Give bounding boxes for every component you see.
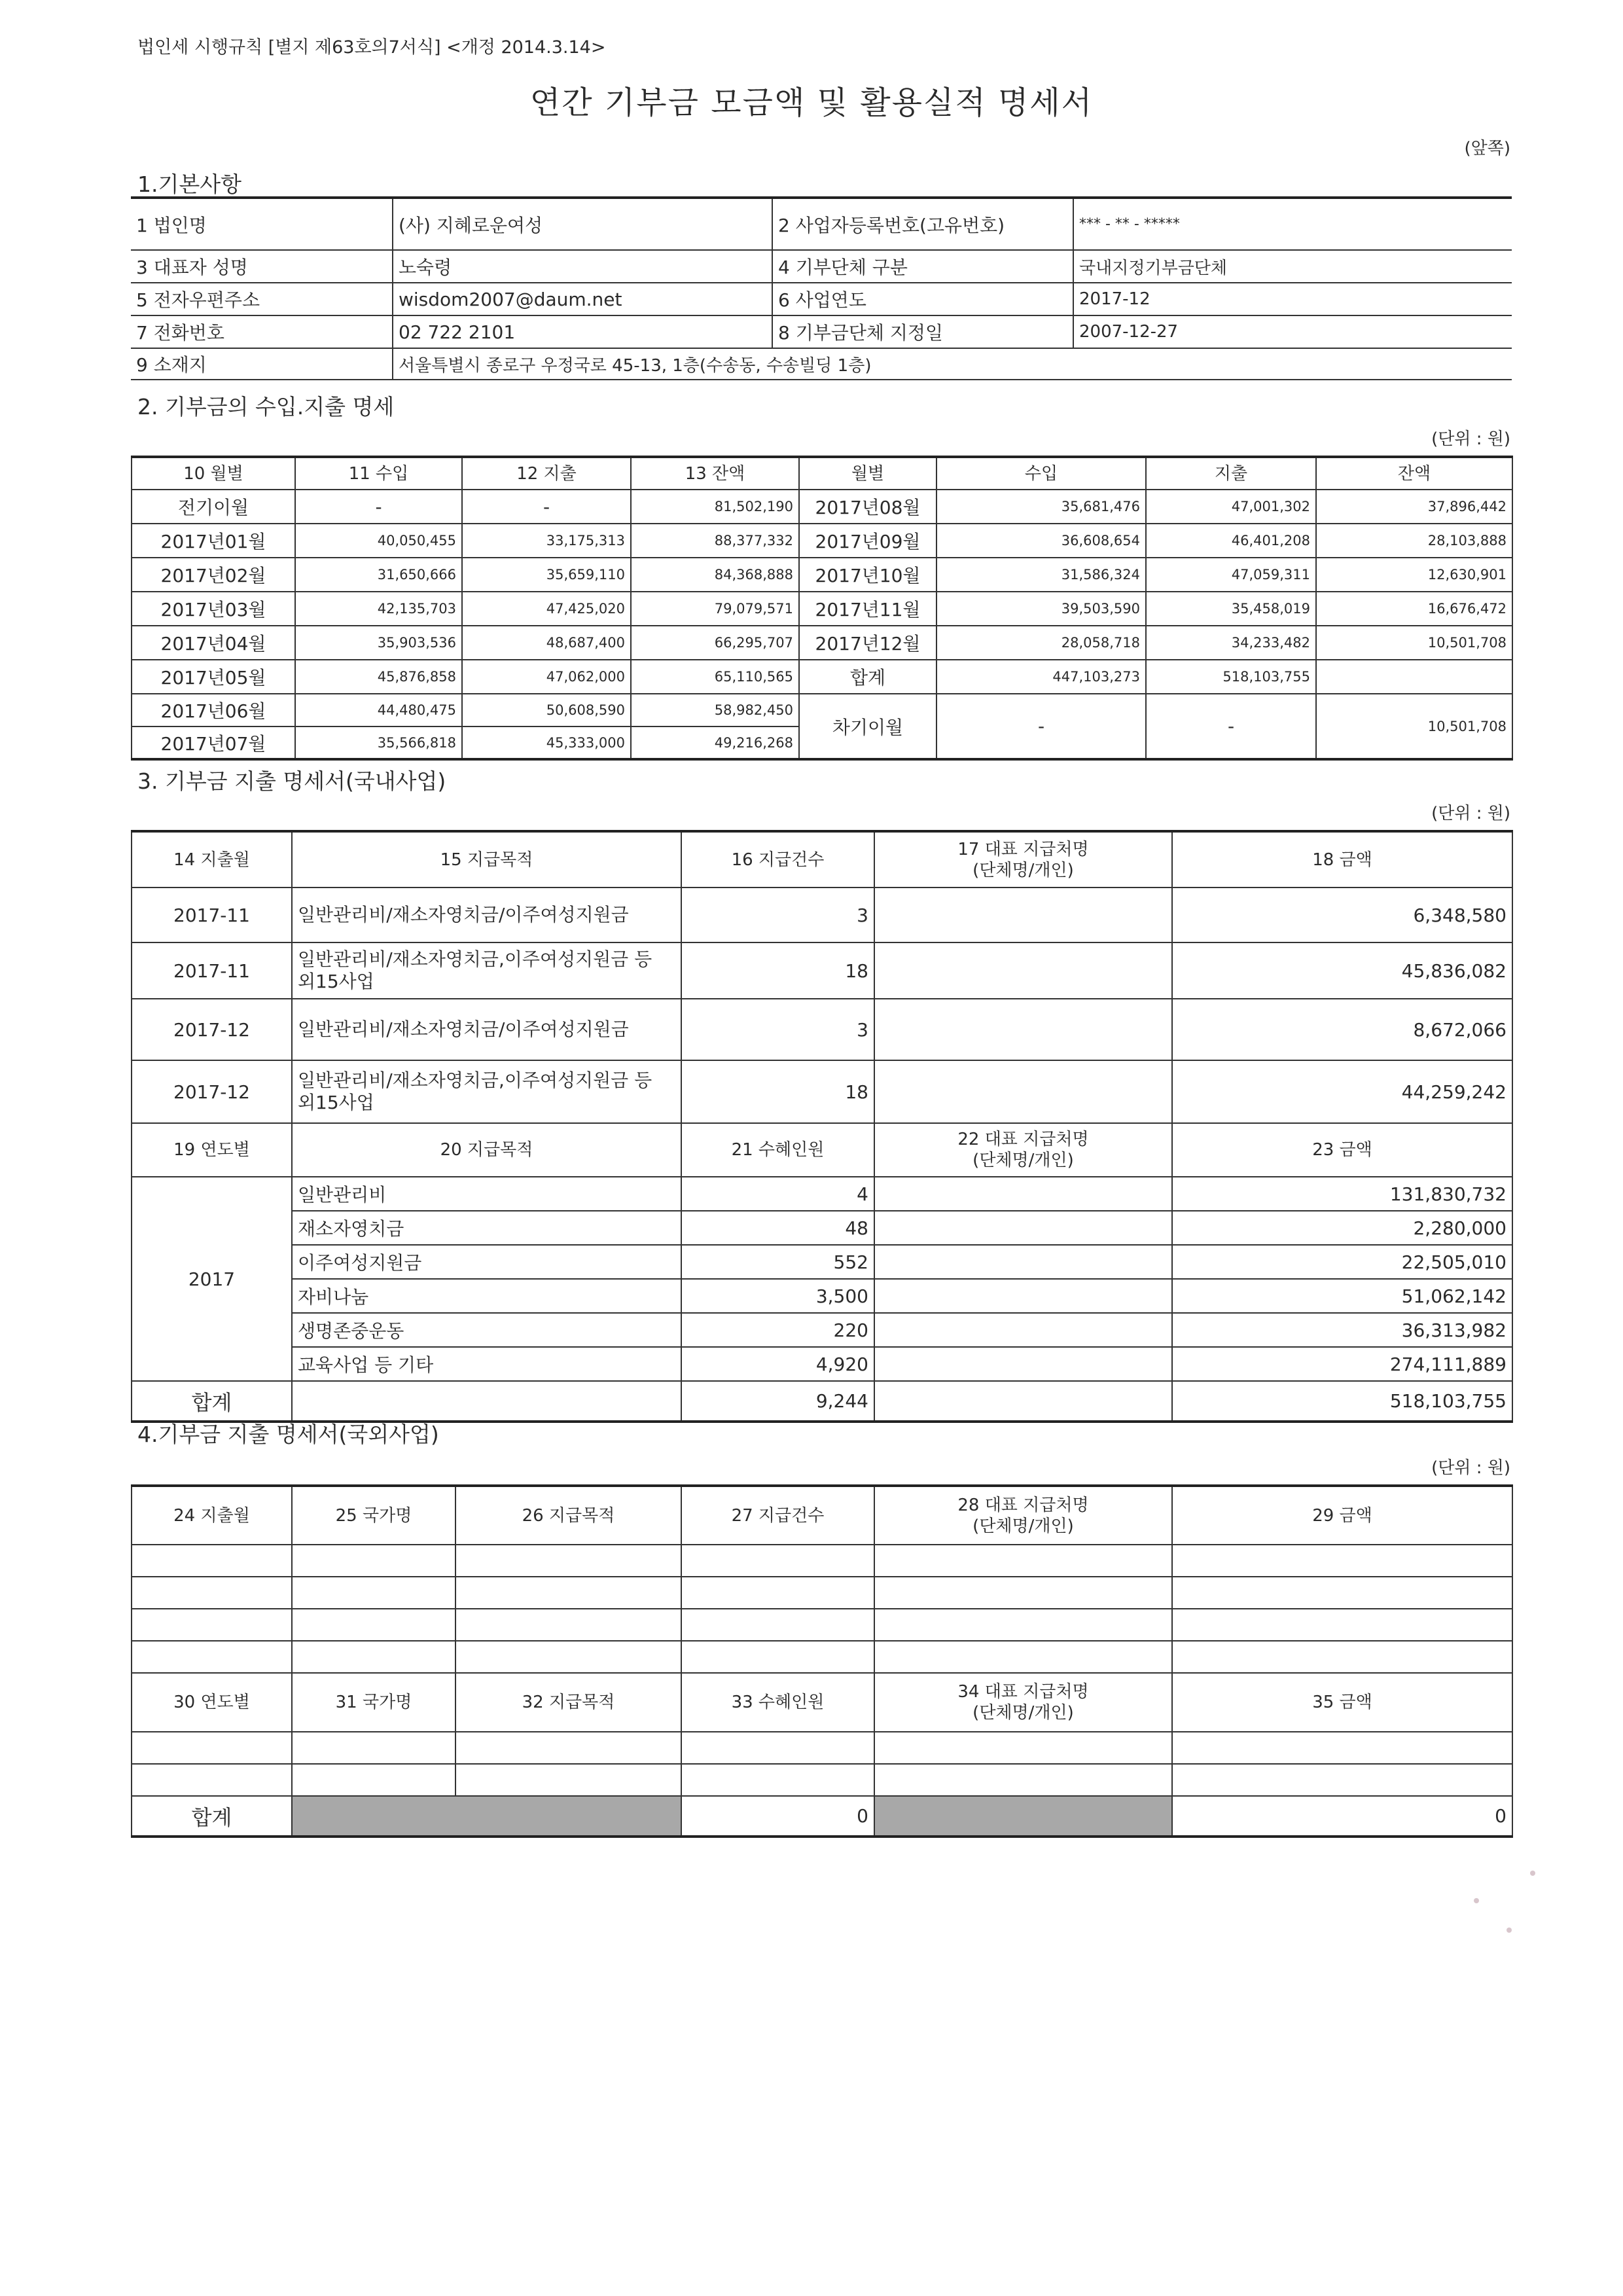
- month-cell: 2017년10월: [799, 558, 936, 592]
- corp-name-value: (사) 지혜로운여성: [393, 198, 772, 250]
- empty-cell: [681, 1732, 874, 1764]
- year-cell: 2017: [132, 1177, 292, 1381]
- empty-cell: [681, 1764, 874, 1796]
- donation-org-type-value: 국내지정기부금단체: [1073, 250, 1512, 283]
- table-row: [132, 524, 1512, 558]
- domestic-expense-table: [131, 830, 1513, 1423]
- section1-title: 1.기본사항: [137, 171, 241, 197]
- col-amount-2: 23 금액: [1172, 1123, 1512, 1177]
- purpose-cell: 자비나눔: [292, 1279, 681, 1313]
- col-payee-2: [874, 1123, 1172, 1177]
- table-row: [132, 1347, 1512, 1381]
- empty-cell: [1172, 1577, 1512, 1609]
- col-year: 19 연도별: [132, 1123, 292, 1177]
- amount-cell: 36,313,982: [1172, 1313, 1512, 1347]
- col-amount: 18 금액: [1172, 831, 1512, 888]
- empty-cell: [874, 1641, 1172, 1673]
- total-row: [132, 1796, 1512, 1837]
- month-cell: 2017년11월: [799, 592, 936, 626]
- beneficiaries-cell: 48: [681, 1211, 874, 1245]
- email-value: wisdom2007@daum.net: [393, 283, 772, 315]
- col-purpose: 26 지급목적: [455, 1486, 681, 1545]
- col-expense-month: 14 지출월: [132, 831, 292, 888]
- balance-cell: 58,982,450: [631, 694, 799, 726]
- scan-speck: [1474, 1898, 1479, 1903]
- empty-row: [132, 1545, 1512, 1577]
- empty-cell: [681, 1545, 874, 1577]
- month-cell: 2017년09월: [799, 524, 936, 558]
- total-balance: [1316, 660, 1512, 694]
- expense-cell: 47,425,020: [462, 592, 631, 626]
- expense-cell: 45,333,000: [462, 726, 631, 759]
- balance-cell: 12,630,901: [1316, 558, 1512, 592]
- amount-cell: 274,111,889: [1172, 1347, 1512, 1381]
- total-income: 447,103,273: [936, 660, 1146, 694]
- page-title: 연간 기부금 모금액 및 활용실적 명세서: [529, 84, 1094, 121]
- empty-cell: [455, 1764, 681, 1796]
- corp-name-label: 1 법인명: [131, 198, 393, 250]
- col-payee-2-line2: (단체명/개인): [972, 1703, 1074, 1723]
- carry-forward-income: -: [936, 694, 1146, 759]
- col-beneficiaries: 21 수혜인원: [681, 1123, 874, 1177]
- empty-cell: [455, 1577, 681, 1609]
- income-cell: 42,135,703: [295, 592, 462, 626]
- empty-cell: [874, 1732, 1172, 1764]
- total-shaded-cell: [874, 1796, 1172, 1837]
- empty-cell: [874, 1764, 1172, 1796]
- balance-cell: 37,896,442: [1316, 490, 1512, 524]
- empty-cell: [1172, 1609, 1512, 1641]
- designation-date-label: 8 기부금단체 지정일: [772, 315, 1073, 348]
- table-row: [132, 1279, 1512, 1313]
- income-cell: 35,566,818: [295, 726, 462, 759]
- col-payee-2: [874, 1673, 1172, 1732]
- col-count: 27 지급건수: [681, 1486, 874, 1545]
- beneficiaries-cell: 552: [681, 1245, 874, 1279]
- expense-cell: 47,059,311: [1146, 558, 1316, 592]
- empty-cell: [874, 1577, 1172, 1609]
- table-row: [132, 999, 1512, 1060]
- count-cell: 3: [681, 999, 874, 1060]
- table-row: [132, 694, 1512, 726]
- payee-cell: [874, 999, 1172, 1060]
- empty-row: [132, 1609, 1512, 1641]
- amount-cell: 44,259,242: [1172, 1060, 1512, 1123]
- empty-cell: [1172, 1641, 1512, 1673]
- expense-cell: 35,458,019: [1146, 592, 1316, 626]
- front-side-note: (앞쪽): [1464, 139, 1510, 158]
- col-purpose: 15 지급목적: [292, 831, 681, 888]
- scan-speck: [1507, 1928, 1512, 1933]
- address-label: 9 소재지: [131, 348, 393, 380]
- month-cell: 2017년05월: [132, 660, 295, 694]
- expense-month-cell: 2017-12: [132, 1060, 292, 1123]
- total-label: 합계: [132, 1381, 292, 1422]
- domestic-expense-header: [132, 831, 1512, 888]
- col-expense-2: 지출: [1146, 457, 1316, 490]
- table-row: [132, 1245, 1512, 1279]
- col-country: 25 국가명: [292, 1486, 455, 1545]
- balance-cell: 16,676,472: [1316, 592, 1512, 626]
- empty-cell: [455, 1641, 681, 1673]
- empty-cell: [292, 1545, 455, 1577]
- empty-row: [132, 1577, 1512, 1609]
- empty-cell: [292, 1732, 455, 1764]
- basic-info-row: [131, 315, 1512, 348]
- purpose-cell: 교육사업 등 기타: [292, 1347, 681, 1381]
- section3-unit: (단위 : 원): [1431, 804, 1510, 823]
- table-row: [132, 888, 1512, 942]
- income-cell: 31,650,666: [295, 558, 462, 592]
- empty-cell: [1172, 1545, 1512, 1577]
- income-cell: 45,876,858: [295, 660, 462, 694]
- empty-cell: [132, 1641, 292, 1673]
- payee-cell: [874, 1060, 1172, 1123]
- empty-cell: [292, 1641, 455, 1673]
- payee-cell: [874, 1211, 1172, 1245]
- col-month: 10 월별: [132, 457, 295, 490]
- income-cell: 35,903,536: [295, 626, 462, 660]
- address-row: [131, 348, 1512, 380]
- month-cell: 2017년04월: [132, 626, 295, 660]
- col-payee: [874, 831, 1172, 888]
- beneficiaries-cell: 4,920: [681, 1347, 874, 1381]
- income-cell: 36,608,654: [936, 524, 1146, 558]
- col-purpose-2: 32 지급목적: [455, 1673, 681, 1732]
- income-cell: 31,586,324: [936, 558, 1146, 592]
- basic-info-row: [131, 250, 1512, 283]
- col-purpose-2: 20 지급목적: [292, 1123, 681, 1177]
- balance-cell: 66,295,707: [631, 626, 799, 660]
- empty-cell: [681, 1609, 874, 1641]
- total-shaded-cell: [292, 1796, 681, 1837]
- col-month-2: 월별: [799, 457, 936, 490]
- empty-cell: [681, 1641, 874, 1673]
- col-payee-2-line1: 22 대표 지급처명: [957, 1130, 1089, 1149]
- purpose-cell: 재소자영치금: [292, 1211, 681, 1245]
- col-payee-line2: (단체명/개인): [972, 1516, 1074, 1536]
- col-expense-month: 24 지출월: [132, 1486, 292, 1545]
- col-payee-2-line1: 34 대표 지급처명: [957, 1682, 1089, 1702]
- empty-cell: [132, 1764, 292, 1796]
- empty-cell: [1172, 1732, 1512, 1764]
- designation-date-value: 2007-12-27: [1073, 315, 1512, 348]
- expense-month-cell: 2017-11: [132, 942, 292, 999]
- count-cell: 3: [681, 888, 874, 942]
- col-income: 11 수입: [295, 457, 462, 490]
- empty-cell: [874, 1609, 1172, 1641]
- table-row: [132, 592, 1512, 626]
- basic-info-row: [131, 198, 1512, 250]
- section4-title: 4.기부금 지출 명세서(국외사업): [137, 1422, 439, 1447]
- amount-cell: 51,062,142: [1172, 1279, 1512, 1313]
- empty-cell: [132, 1609, 292, 1641]
- col-year: 30 연도별: [132, 1673, 292, 1732]
- expense-cell: 46,401,208: [1146, 524, 1316, 558]
- carry-forward-label: 차기이월: [799, 694, 936, 759]
- expense-month-cell: 2017-12: [132, 999, 292, 1060]
- empty-cell: [1172, 1764, 1512, 1796]
- form-reference-note: 법인세 시행규칙 [별지 제63호의7서식] <개정 2014.3.14>: [137, 37, 606, 58]
- month-cell: 2017년03월: [132, 592, 295, 626]
- col-beneficiaries: 33 수혜인원: [681, 1673, 874, 1732]
- col-payee-line1: 17 대표 지급처명: [957, 839, 1089, 859]
- balance-cell: 28,103,888: [1316, 524, 1512, 558]
- col-balance-2: 잔액: [1316, 457, 1512, 490]
- col-count: 16 지급건수: [681, 831, 874, 888]
- col-payee-line1: 28 대표 지급처명: [957, 1495, 1089, 1515]
- total-label: 합계: [132, 1796, 292, 1837]
- purpose-cell: 일반관리비/재소자영치금,이주여성지원금 등 외15사업: [292, 942, 681, 999]
- table-row: [132, 1177, 1512, 1211]
- purpose-cell: 이주여성지원금: [292, 1245, 681, 1279]
- purpose-cell: 일반관리비/재소자영치금/이주여성지원금: [292, 888, 681, 942]
- empty-cell: [132, 1545, 292, 1577]
- section3-title: 3. 기부금 지출 명세서(국내사업): [137, 768, 446, 794]
- col-balance: 13 잔액: [631, 457, 799, 490]
- month-cell: 2017년06월: [132, 694, 295, 726]
- income-expense-header: [132, 457, 1512, 490]
- payee-cell: [874, 1245, 1172, 1279]
- payee-cell: [874, 888, 1172, 942]
- empty-cell: [132, 1732, 292, 1764]
- section4-unit: (단위 : 원): [1431, 1458, 1510, 1478]
- month-cell: 2017년02월: [132, 558, 295, 592]
- balance-cell: 65,110,565: [631, 660, 799, 694]
- table-row: [132, 660, 1512, 694]
- table-row: [132, 558, 1512, 592]
- purpose-cell: 일반관리비: [292, 1177, 681, 1211]
- table-row: [132, 1211, 1512, 1245]
- carry-forward-expense: -: [1146, 694, 1316, 759]
- empty-cell: [292, 1764, 455, 1796]
- total-label: 합계: [799, 660, 936, 694]
- expense-cell: 35,659,110: [462, 558, 631, 592]
- col-payee: [874, 1486, 1172, 1545]
- expense-cell: 47,001,302: [1146, 490, 1316, 524]
- scan-speck: [1530, 1871, 1535, 1876]
- biz-reg-value: *** - ** - *****: [1073, 198, 1512, 250]
- empty-row: [132, 1641, 1512, 1673]
- empty-row: [132, 1732, 1512, 1764]
- income-cell: 39,503,590: [936, 592, 1146, 626]
- basic-info-table: [131, 196, 1512, 380]
- beneficiaries-cell: 220: [681, 1313, 874, 1347]
- biz-reg-label: 2 사업자등록번호(고유번호): [772, 198, 1073, 250]
- beneficiaries-cell: 4: [681, 1177, 874, 1211]
- purpose-cell: 생명존중운동: [292, 1313, 681, 1347]
- total-count: 0: [681, 1796, 874, 1837]
- payee-cell: [874, 1279, 1172, 1313]
- section2-title: 2. 기부금의 수입.지출 명세: [137, 394, 395, 420]
- balance-cell: 10,501,708: [1316, 626, 1512, 660]
- balance-cell: 84,368,888: [631, 558, 799, 592]
- col-country-2: 31 국가명: [292, 1673, 455, 1732]
- total-purpose-cell: [292, 1381, 681, 1422]
- total-amount: 0: [1172, 1796, 1512, 1837]
- phone-label: 7 전화번호: [131, 315, 393, 348]
- expense-cell: 34,233,482: [1146, 626, 1316, 660]
- fiscal-year-value: 2017-12: [1073, 283, 1512, 315]
- month-cell: 2017년08월: [799, 490, 936, 524]
- month-cell: 2017년12월: [799, 626, 936, 660]
- amount-cell: 8,672,066: [1172, 999, 1512, 1060]
- col-payee-2-line2: (단체명/개인): [972, 1151, 1074, 1170]
- table-row: [132, 626, 1512, 660]
- table-row: [132, 490, 1512, 524]
- empty-cell: [455, 1609, 681, 1641]
- amount-cell: 131,830,732: [1172, 1177, 1512, 1211]
- overseas-expense-table: [131, 1484, 1513, 1838]
- empty-row: [132, 1764, 1512, 1796]
- income-cell: 44,480,475: [295, 694, 462, 726]
- income-expense-table: [131, 456, 1513, 761]
- count-cell: 18: [681, 1060, 874, 1123]
- balance-cell: 79,079,571: [631, 592, 799, 626]
- amount-cell: 2,280,000: [1172, 1211, 1512, 1245]
- table-row: [132, 942, 1512, 999]
- payee-cell: [874, 1313, 1172, 1347]
- col-expense: 12 지출: [462, 457, 631, 490]
- payee-cell: [874, 1177, 1172, 1211]
- income-cell: 40,050,455: [295, 524, 462, 558]
- yearly-header: [132, 1123, 1512, 1177]
- payee-cell: [874, 942, 1172, 999]
- total-amount: 518,103,755: [1172, 1381, 1512, 1422]
- total-payee-cell: [874, 1381, 1172, 1422]
- expense-cell: 33,175,313: [462, 524, 631, 558]
- fiscal-year-label: 6 사업연도: [772, 283, 1073, 315]
- expense-cell: -: [462, 490, 631, 524]
- empty-cell: [292, 1609, 455, 1641]
- ceo-name-label: 3 대표자 성명: [131, 250, 393, 283]
- phone-value: 02 722 2101: [393, 315, 772, 348]
- income-cell: 28,058,718: [936, 626, 1146, 660]
- total-beneficiaries: 9,244: [681, 1381, 874, 1422]
- empty-cell: [455, 1545, 681, 1577]
- income-cell: -: [295, 490, 462, 524]
- amount-cell: 6,348,580: [1172, 888, 1512, 942]
- col-amount-2: 35 금액: [1172, 1673, 1512, 1732]
- balance-cell: 81,502,190: [631, 490, 799, 524]
- table-row: [132, 1060, 1512, 1123]
- basic-info-row: [131, 283, 1512, 315]
- balance-cell: 49,216,268: [631, 726, 799, 759]
- balance-cell: 88,377,332: [631, 524, 799, 558]
- ceo-name-value: 노숙령: [393, 250, 772, 283]
- beneficiaries-cell: 3,500: [681, 1279, 874, 1313]
- count-cell: 18: [681, 942, 874, 999]
- donation-org-type-label: 4 기부단체 구분: [772, 250, 1073, 283]
- purpose-cell: 일반관리비/재소자영치금,이주여성지원금 등 외15사업: [292, 1060, 681, 1123]
- payee-cell: [874, 1347, 1172, 1381]
- col-amount: 29 금액: [1172, 1486, 1512, 1545]
- address-value: 서울특별시 종로구 우정국로 45-13, 1층(수송동, 수송빌딩 1층): [393, 348, 1512, 380]
- expense-month-cell: 2017-11: [132, 888, 292, 942]
- empty-cell: [455, 1732, 681, 1764]
- section2-unit: (단위 : 원): [1431, 429, 1510, 449]
- amount-cell: 45,836,082: [1172, 942, 1512, 999]
- email-label: 5 전자우편주소: [131, 283, 393, 315]
- col-income-2: 수입: [936, 457, 1146, 490]
- expense-cell: 48,687,400: [462, 626, 631, 660]
- empty-cell: [292, 1577, 455, 1609]
- purpose-cell: 일반관리비/재소자영치금/이주여성지원금: [292, 999, 681, 1060]
- empty-cell: [874, 1545, 1172, 1577]
- yearly-header: [132, 1673, 1512, 1732]
- total-row: [132, 1381, 1512, 1422]
- month-cell: 전기이월: [132, 490, 295, 524]
- empty-cell: [681, 1577, 874, 1609]
- total-expense: 518,103,755: [1146, 660, 1316, 694]
- income-cell: 35,681,476: [936, 490, 1146, 524]
- month-cell: 2017년07월: [132, 726, 295, 759]
- expense-cell: 50,608,590: [462, 694, 631, 726]
- month-cell: 2017년01월: [132, 524, 295, 558]
- overseas-expense-header: [132, 1486, 1512, 1545]
- col-payee-line2: (단체명/개인): [972, 860, 1074, 880]
- expense-cell: 47,062,000: [462, 660, 631, 694]
- empty-cell: [132, 1577, 292, 1609]
- table-row: [132, 1313, 1512, 1347]
- amount-cell: 22,505,010: [1172, 1245, 1512, 1279]
- carry-forward-balance: 10,501,708: [1316, 694, 1512, 759]
